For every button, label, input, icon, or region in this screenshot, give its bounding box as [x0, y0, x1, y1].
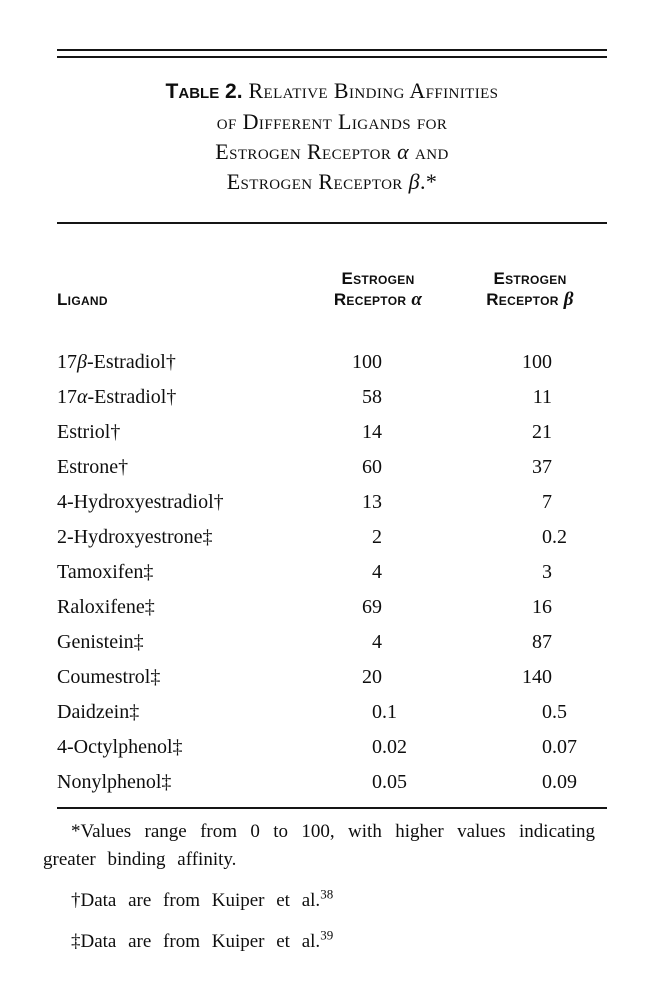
beta-value-cell: [453, 695, 607, 730]
er-beta-value-int: 7: [542, 491, 552, 513]
footnote-text: ‡Data are from Kuiper et al.: [71, 931, 321, 952]
er-alpha-value-int: 0: [372, 701, 382, 723]
ligand-cell: [57, 625, 303, 660]
beta-value-cell: [453, 520, 607, 555]
er-beta-value-int: 0: [542, 771, 552, 793]
title-text-1: Relative Binding Affinities: [248, 78, 499, 103]
alpha-value-cell: [303, 485, 453, 520]
table-row: [57, 520, 607, 555]
er-beta-value-int: 140: [522, 666, 552, 688]
er-beta-header-line1: Estrogen: [493, 269, 567, 288]
ligand-cell: [57, 520, 303, 555]
footnote-ref-superscript: 38: [320, 886, 334, 902]
footnote-asterisk: [43, 818, 595, 874]
ligand-cell: [57, 660, 303, 695]
er-alpha-value-int: 0: [372, 736, 382, 758]
er-alpha-header-line2: Receptor α: [333, 289, 423, 310]
er-alpha-value-int: 4: [372, 561, 382, 583]
footnote-double-dagger: [43, 928, 595, 956]
er-beta-header-line2: Receptor β: [486, 289, 574, 310]
alpha-value-cell: [303, 625, 453, 660]
column-header-ligand: [57, 250, 303, 310]
alpha-value-cell: [303, 590, 453, 625]
beta-value-cell: [453, 625, 607, 660]
alpha-value-cell: [303, 450, 453, 485]
er-alpha-value-int: 0: [372, 771, 382, 793]
er-beta-value-frac: .5: [552, 701, 567, 723]
title-line-3: Estrogen Receptor α and: [215, 139, 449, 164]
ligand-name: Estrone†: [57, 456, 129, 478]
er-alpha-value-int: 60: [362, 456, 382, 478]
ligand-cell: [57, 695, 303, 730]
top-double-rule: [57, 49, 607, 58]
title-line-4: Estrogen Receptor β.*: [226, 169, 438, 194]
er-beta-value-int: 11: [532, 386, 552, 408]
title-line-2: of Different Ligands for: [216, 109, 448, 134]
er-beta-value-int: 0: [542, 736, 552, 758]
er-alpha-value-int: 100: [352, 351, 382, 373]
er-beta-value-int: 16: [532, 596, 552, 618]
ligand-name: 17α-Estradiol†: [57, 386, 177, 408]
ligand-cell: [57, 765, 303, 800]
table-row: [57, 415, 607, 450]
ligand-cell: [57, 380, 303, 415]
ligand-cell: [57, 450, 303, 485]
ligand-name: Tamoxifen‡: [57, 561, 154, 583]
table-number-label: Table 2.: [165, 80, 243, 103]
er-alpha-value-int: 58: [362, 386, 382, 408]
er-beta-value-int: 3: [542, 561, 552, 583]
table-row: [57, 450, 607, 485]
ligand-cell: [57, 310, 303, 380]
er-alpha-value-int: 4: [372, 631, 382, 653]
alpha-value-cell: [303, 310, 453, 380]
ligand-name: Coumestrol‡: [57, 666, 161, 688]
ligand-cell: [57, 485, 303, 520]
ligand-cell: [57, 590, 303, 625]
er-beta-value-int: 100: [522, 351, 552, 373]
er-alpha-value-int: 69: [362, 596, 382, 618]
beta-value-cell: [453, 765, 607, 800]
ligand-header-label: Ligand: [57, 290, 108, 309]
er-alpha-value-frac: .1: [382, 701, 397, 723]
table-row: [57, 380, 607, 415]
table-row: [57, 310, 607, 380]
beta-value-cell: [453, 555, 607, 590]
alpha-value-cell: [303, 380, 453, 415]
footnote-text: †Data are from Kuiper et al.: [71, 890, 321, 911]
beta-value-cell: [453, 310, 607, 380]
table-title: [57, 76, 607, 197]
er-beta-value-int: 0: [542, 701, 552, 723]
beta-value-cell: [453, 485, 607, 520]
ligand-cell: [57, 555, 303, 590]
table-row: [57, 695, 607, 730]
footnotes-block: [43, 818, 595, 969]
footnote-top-rule: [57, 807, 607, 809]
ligand-cell: [57, 730, 303, 765]
er-alpha-value-frac: .05: [382, 771, 407, 793]
er-beta-value-frac: .09: [552, 771, 577, 793]
er-beta-value-frac: .2: [552, 526, 567, 548]
ligand-name: Estriol†: [57, 421, 121, 443]
er-alpha-value-frac: .02: [382, 736, 407, 758]
table-row: [57, 625, 607, 660]
table-row: [57, 485, 607, 520]
column-header-er-beta: [453, 250, 607, 310]
ligand-name: Nonylphenol‡: [57, 771, 172, 793]
alpha-value-cell: [303, 730, 453, 765]
er-beta-value-int: 87: [532, 631, 552, 653]
beta-value-cell: [453, 730, 607, 765]
er-beta-value-int: 21: [532, 421, 552, 443]
alpha-value-cell: [303, 695, 453, 730]
table-body: [57, 310, 607, 800]
table-row: [57, 765, 607, 800]
table-row: [57, 590, 607, 625]
alpha-value-cell: [303, 555, 453, 590]
er-alpha-header-line1: Estrogen: [341, 269, 415, 288]
alpha-value-cell: [303, 765, 453, 800]
title-line-1: [57, 76, 607, 107]
beta-value-cell: [453, 590, 607, 625]
table-row: [57, 730, 607, 765]
ligand-name: 2-Hydroxyestrone‡: [57, 526, 213, 548]
table-header-row: [57, 250, 607, 310]
table-row: [57, 660, 607, 695]
alpha-value-cell: [303, 415, 453, 450]
beta-value-cell: [453, 450, 607, 485]
ligand-name: Genistein‡: [57, 631, 144, 653]
er-beta-value-frac: .07: [552, 736, 577, 758]
column-header-er-alpha: [303, 250, 453, 310]
er-beta-value-int: 0: [542, 526, 552, 548]
footnote-dagger: [43, 887, 595, 915]
er-beta-value-int: 37: [532, 456, 552, 478]
beta-value-cell: [453, 660, 607, 695]
header-top-rule: [57, 222, 607, 224]
beta-value-cell: [453, 380, 607, 415]
affinity-table: [57, 250, 607, 800]
footnote-ref-superscript: 39: [320, 927, 334, 943]
ligand-name: Raloxifene‡: [57, 596, 155, 618]
ligand-name: Daidzein‡: [57, 701, 140, 723]
ligand-name: 4-Octylphenol‡: [57, 736, 183, 758]
alpha-value-cell: [303, 520, 453, 555]
er-alpha-value-int: 20: [362, 666, 382, 688]
alpha-value-cell: [303, 660, 453, 695]
table-row: [57, 555, 607, 590]
beta-value-cell: [453, 415, 607, 450]
ligand-name: 17β-Estradiol†: [57, 351, 176, 373]
footnote-text: *Values range from 0 to 100, with higher values indicating greater binding affinity.: [43, 821, 595, 870]
ligand-cell: [57, 415, 303, 450]
er-alpha-value-int: 13: [362, 491, 382, 513]
er-alpha-value-int: 14: [362, 421, 382, 443]
er-alpha-value-int: 2: [372, 526, 382, 548]
ligand-name: 4-Hydroxyestradiol†: [57, 491, 224, 513]
